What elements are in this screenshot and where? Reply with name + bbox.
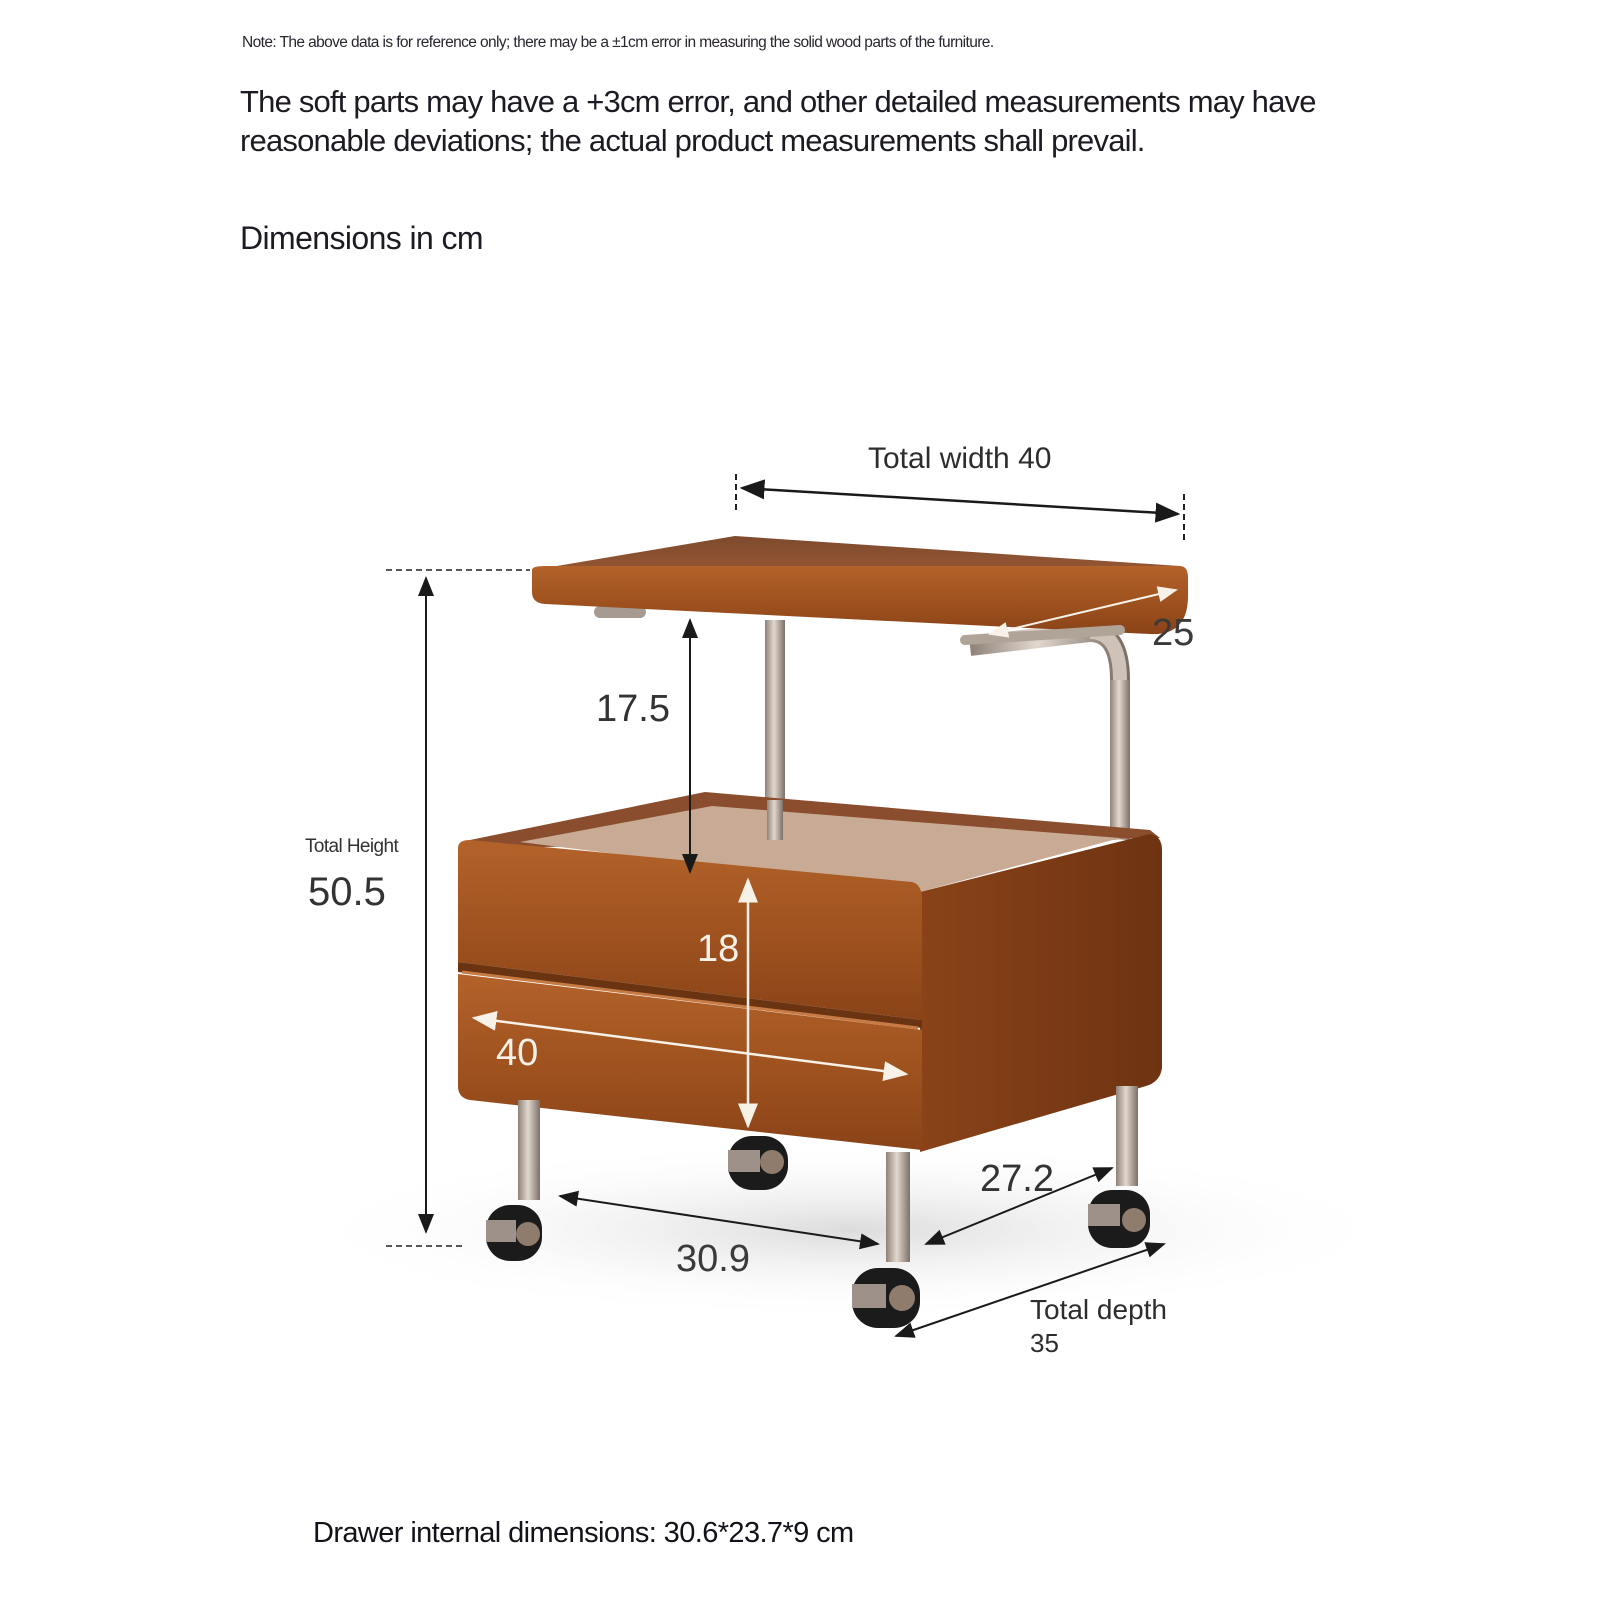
reference-note: Note: The above data is for reference only; there may be a ±1cm error in measuring the solid wood parts of the furniture. bbox=[242, 34, 994, 51]
total-depth-value: 35 bbox=[1030, 1328, 1059, 1358]
shelf-gap-label: 17.5 bbox=[596, 688, 670, 730]
total-height-value: 50.5 bbox=[308, 870, 386, 914]
leg-span-depth-label: 27.2 bbox=[980, 1158, 1054, 1200]
total-width-arrow bbox=[742, 488, 1178, 514]
total-depth-label: Total depth bbox=[1030, 1294, 1167, 1325]
caster-back-right bbox=[1088, 1190, 1150, 1248]
back-left-post bbox=[765, 620, 785, 800]
drawer-width-label: 40 bbox=[496, 1032, 539, 1074]
tray-depth-label: 25 bbox=[1152, 612, 1195, 654]
caster-back-center bbox=[728, 1136, 788, 1190]
leg-span-width-label: 30.9 bbox=[676, 1238, 750, 1280]
drawer-height-label: 18 bbox=[697, 928, 740, 970]
tolerance-note: The soft parts may have a +3cm error, and other detailed measurements may have reasonable deviations; the actual product measurements shall prevail. bbox=[240, 84, 1316, 158]
total-height-label: Total Height bbox=[305, 836, 399, 857]
units-heading: Dimensions in cm bbox=[240, 220, 483, 256]
total-width-label: Total width 40 bbox=[868, 442, 1052, 475]
drawer-internal-dimensions: Drawer internal dimensions: 30.6*23.7*9 cm bbox=[313, 1517, 854, 1549]
caster-front-right bbox=[852, 1268, 920, 1328]
top-tray-edge bbox=[532, 566, 1188, 634]
caster-front-left bbox=[486, 1205, 542, 1261]
